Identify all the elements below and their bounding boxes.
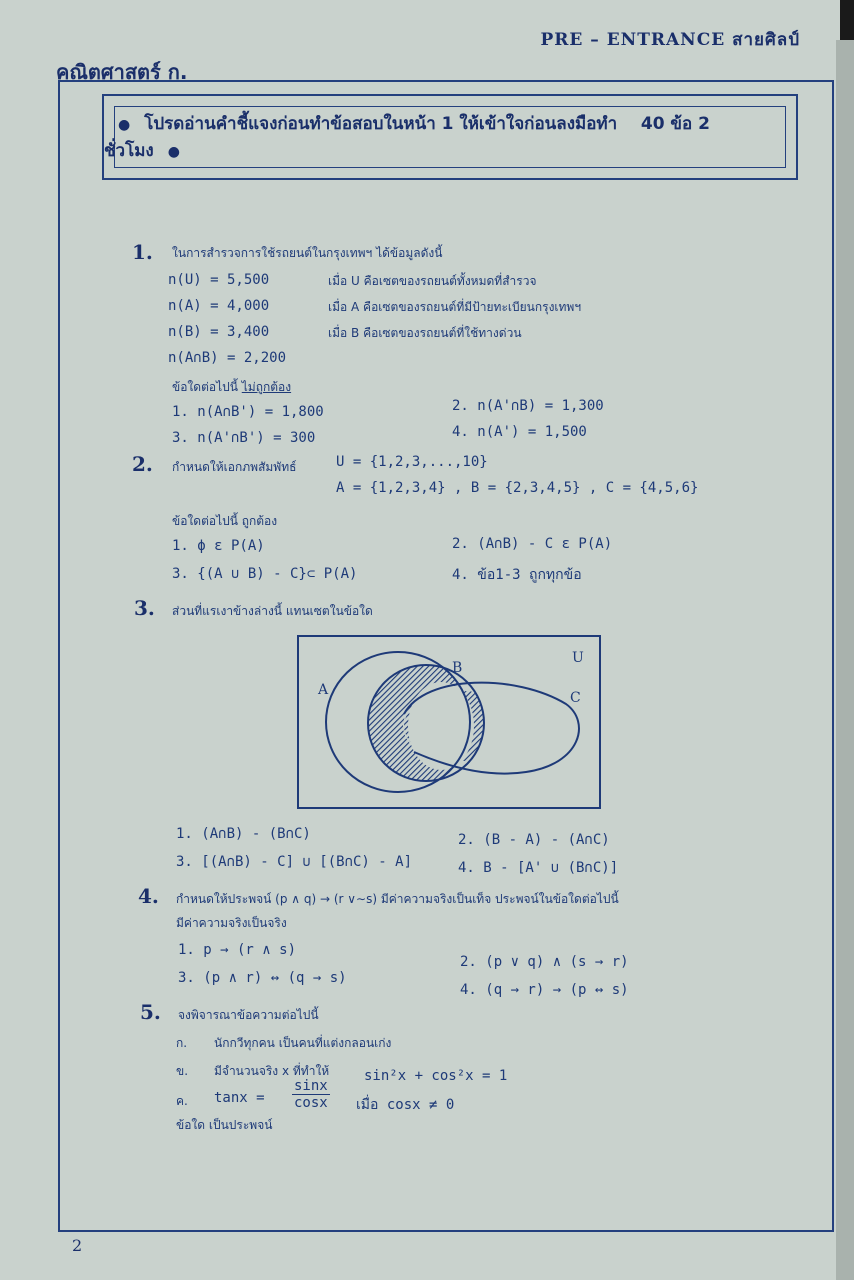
question-number: 4. xyxy=(138,884,159,908)
venn-diagram xyxy=(296,634,604,810)
data-desc: เมื่อ U คือเซตของรถยนต์ทั้งหมดที่สำรวจ xyxy=(328,274,537,288)
question-number: 2. xyxy=(132,452,153,476)
question-ask: ข้อใดต่อไปนี้ ถูกต้อง xyxy=(172,514,278,528)
question-stem: กำหนดให้ประพจน์ (p ∧ q) → (r ∨∼s) มีค่าความจริงเป็นเท็จ ประพจน์ในข้อใดต่อไปนี้ xyxy=(176,892,619,906)
choice: 2. n(A'∩B) = 1,300 xyxy=(452,398,604,414)
choice: 1. p → (r ∧ s) xyxy=(178,942,297,958)
choice: 3. [(A∩B) - C] ∪ [(B∩C) - A] xyxy=(176,854,413,870)
fraction-numerator: sinx xyxy=(294,1078,328,1094)
question-ask: ข้อใด เป็นประพจน์ xyxy=(176,1118,273,1132)
choice: 4. n(A') = 1,500 xyxy=(452,424,587,440)
item-label: ก. xyxy=(176,1036,188,1050)
notice-count: 40 ข้อ 2 ชั่วโมง xyxy=(104,114,711,161)
venn-label-a: A xyxy=(318,682,329,698)
choice: 3. n(A'∩B') = 300 xyxy=(172,430,316,446)
bullet-icon: ● xyxy=(118,117,131,133)
question-number: 3. xyxy=(134,596,155,620)
question-ask xyxy=(172,378,291,397)
notice-text xyxy=(104,110,796,164)
choice: 3. (p ∧ r) ↔ (q → s) xyxy=(178,970,347,986)
page-edge xyxy=(836,40,854,1280)
question-stem: ในการสำรวจการใช้รถยนต์ในกรุงเทพฯ ได้ข้อมูลดังนี้ xyxy=(172,246,443,260)
data-expr: n(U) = 5,500 xyxy=(168,272,270,288)
choice: 4. (q → r) → (p ↔ s) xyxy=(460,982,629,998)
data-expr: n(A) = 4,000 xyxy=(168,298,270,314)
venn-label-b: B xyxy=(452,660,463,676)
choice: 1. n(A∩B') = 1,800 xyxy=(172,404,324,420)
subject-title: คณิตศาสตร์ ก. xyxy=(56,60,188,84)
fraction xyxy=(292,1078,330,1111)
bullet-icon: ● xyxy=(167,144,180,160)
item-label: ค. xyxy=(176,1094,188,1108)
question-stem: กำหนดให้เอกภพสัมพัทธ์ xyxy=(172,460,297,474)
data-desc: เมื่อ A คือเซตของรถยนต์ที่มีป้ายทะเบียนกรุงเทพฯ xyxy=(328,300,582,314)
choice: 1. (A∩B) - (B∩C) xyxy=(176,826,311,842)
universe-set: U = {1,2,3,...,10} xyxy=(336,454,488,470)
header-title: PRE – ENTRANCE สายศิลป์ xyxy=(540,30,800,50)
item-text: tanx = xyxy=(214,1090,265,1106)
question-number: 5. xyxy=(140,1000,161,1024)
question-stem-cont: มีค่าความจริงเป็นจริง xyxy=(176,916,287,930)
notice-instruction: โปรดอ่านคำชี้แจงก่อนทำข้อสอบในหน้า 1 ให้เข้าใจก่อนลงมือทำ xyxy=(144,114,618,134)
data-desc: เมื่อ B คือเซตของรถยนต์ที่ใช้ทางด่วน xyxy=(328,326,522,340)
question-stem: ส่วนที่แรเงาข้างล่างนี้ แทนเซตในข้อใด xyxy=(172,604,373,618)
question-number: 1. xyxy=(132,240,153,264)
page-number: 2 xyxy=(72,1236,83,1255)
choice: 2. (p ∨ q) ∧ (s → r) xyxy=(460,954,629,970)
ask-emphasis: ไม่ถูกต้อง xyxy=(241,380,292,394)
venn-label-u: U xyxy=(572,650,584,666)
item-tail: เมื่อ cosx ≠ 0 xyxy=(356,1097,455,1113)
choice: 1. ϕ ε P(A) xyxy=(172,538,265,554)
item-label: ข. xyxy=(176,1064,189,1078)
choice: 4. B - [A' ∪ (B∩C)] xyxy=(458,860,619,876)
choice: 2. (A∩B) - C ε P(A) xyxy=(452,536,613,552)
item-text: นักกวีทุกคน เป็นคนที่แต่งกลอนเก่ง xyxy=(214,1036,392,1050)
choice: 2. (B - A) - (A∩C) xyxy=(458,832,610,848)
choice: 4. ข้อ1-3 ถูกทุกข้อ xyxy=(452,567,582,583)
choice: 3. {(A ∪ B) - C}⊂ P(A) xyxy=(172,566,358,582)
given-sets: A = {1,2,3,4} , B = {2,3,4,5} , C = {4,5,6} xyxy=(336,480,699,496)
item-text: มีจำนวนจริง x ที่ทำให้ xyxy=(214,1064,330,1078)
data-expr: n(B) = 3,400 xyxy=(168,324,270,340)
item-math: sin²x + cos²x = 1 xyxy=(364,1068,508,1084)
fraction-denominator: cosx xyxy=(294,1095,328,1111)
venn-label-c: C xyxy=(570,690,581,706)
data-expr: n(A∩B) = 2,200 xyxy=(168,350,287,366)
question-stem: จงพิจารณาข้อความต่อไปนี้ xyxy=(178,1008,319,1022)
ask-prefix: ข้อใดต่อไปนี้ xyxy=(172,380,238,394)
notice-box xyxy=(102,94,798,180)
